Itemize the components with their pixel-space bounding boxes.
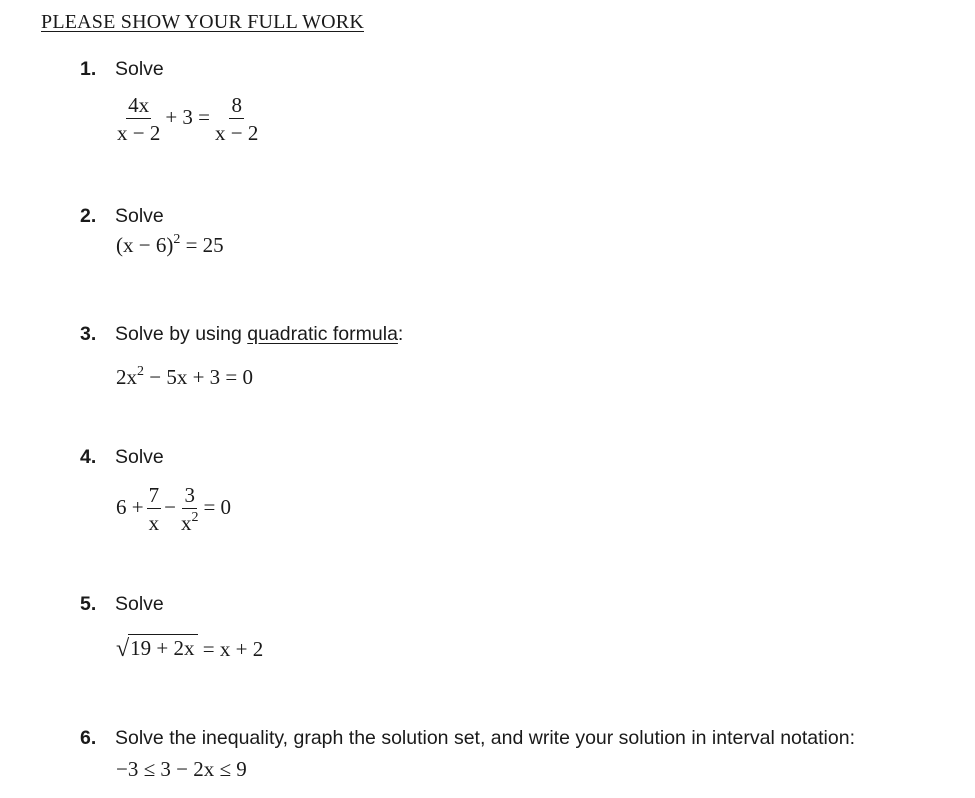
equation-3 [116, 365, 253, 390]
problem-1 [80, 58, 164, 81]
radical-sign: √ [116, 636, 130, 662]
equation-rest: − 5x + 3 = 0 [149, 365, 254, 389]
equation-2 [116, 233, 224, 258]
quadratic-formula-term: quadratic formula [247, 323, 398, 345]
leading-term: 2x [116, 365, 137, 389]
leading-term: 6 + [116, 494, 144, 519]
problem-number: 4. [80, 446, 97, 468]
equation-middle: + 3 = [165, 104, 211, 129]
problem-instruction: Solve [115, 58, 164, 80]
page-heading: PLEASE SHOW YOUR FULL WORK [41, 11, 364, 33]
equation-4 [116, 484, 231, 534]
minus-sign: − [164, 494, 176, 519]
equation-6 [116, 757, 247, 782]
equation-rhs: = 25 [185, 233, 224, 257]
equation-lhs: (x − 6) [116, 233, 174, 257]
problem-number: 2. [80, 205, 97, 227]
problem-instruction: Solve [115, 593, 164, 615]
exponent: 2 [191, 510, 199, 526]
problem-number: 6. [80, 727, 97, 749]
problem-6 [80, 727, 855, 750]
numerator: 3 [182, 484, 197, 509]
problem-instruction: Solve by using [115, 323, 248, 345]
equation-rhs: = 0 [203, 494, 232, 519]
fraction-7-over-x [147, 484, 162, 534]
problem-5 [80, 593, 164, 616]
numerator: 8 [229, 94, 244, 119]
numerator: 4x [126, 94, 151, 119]
equation-rhs: = x + 2 [202, 637, 264, 661]
fraction-right [213, 94, 260, 144]
problem-4 [80, 446, 164, 469]
problem-instruction: Solve the inequality, graph the solution set, and write your solution in interval notation: [115, 727, 856, 749]
problem-number: 1. [80, 58, 97, 80]
denominator: x − 2 [215, 121, 259, 146]
problem-2 [80, 205, 164, 228]
equation-1 [112, 94, 263, 144]
fraction-left [115, 94, 162, 144]
problem-3 [80, 323, 403, 346]
equation-5 [116, 634, 263, 662]
problem-instruction: Solve [115, 446, 164, 468]
denominator: $x^2$ [180, 510, 199, 536]
square-root [116, 634, 198, 661]
numerator: 7 [147, 484, 162, 509]
problem-number: 3. [80, 323, 97, 345]
denominator: x − 2 [117, 121, 161, 146]
denominator: x [148, 511, 160, 536]
instruction-colon: : [397, 323, 404, 345]
exponent: 2 [137, 364, 144, 379]
fraction-3-over-x-squared [179, 484, 201, 534]
exponent: 2 [173, 232, 181, 247]
problem-number: 5. [80, 593, 97, 615]
problem-instruction: Solve [115, 205, 164, 227]
inequality: −3 ≤ 3 − 2x ≤ 9 [116, 757, 247, 781]
radicand: 19 + 2x [128, 634, 197, 661]
